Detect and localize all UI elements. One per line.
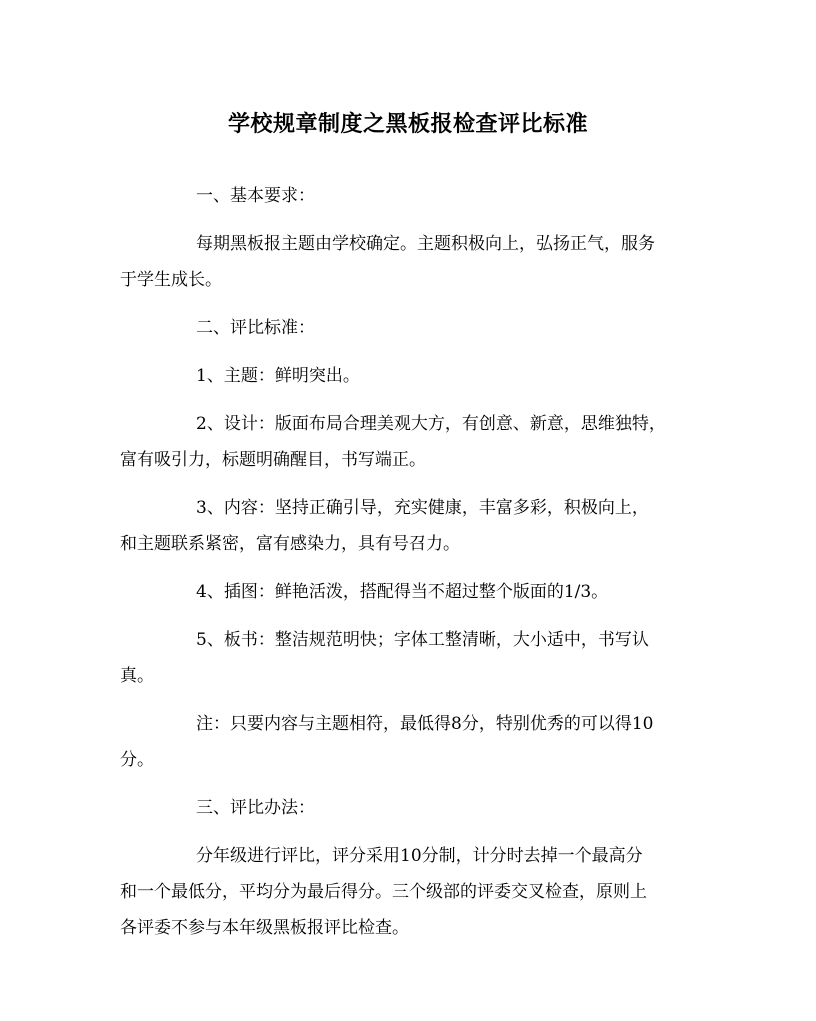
paragraph-line: 分年级进行评比，评分采用10分制，计分时去掉一个最高分 bbox=[196, 846, 643, 866]
document-body bbox=[120, 178, 696, 946]
paragraph-line: 和一个最低分，平均分为最后得分。三个级部的评委交叉检查，原则上 bbox=[120, 882, 647, 902]
paragraph bbox=[120, 574, 696, 610]
paragraph bbox=[120, 622, 696, 694]
paragraph bbox=[120, 790, 696, 826]
paragraph bbox=[120, 838, 696, 946]
paragraph-line: 2、设计：版面布局合理美观大方，有创意、新意，思维独特， bbox=[196, 414, 666, 434]
paragraph bbox=[120, 310, 696, 346]
paragraph-line: 三、评比办法： bbox=[196, 798, 315, 818]
paragraph-line: 3、内容：坚持正确引导，充实健康，丰富多彩，积极向上， bbox=[196, 498, 649, 518]
paragraph bbox=[120, 226, 696, 298]
paragraph-line: 4、插图：鲜艳活泼，搭配得当不超过整个版面的1/3。 bbox=[196, 582, 609, 602]
paragraph-line: 注：只要内容与主题相符，最低得8分，特别优秀的可以得10 bbox=[196, 714, 654, 734]
paragraph bbox=[120, 706, 696, 778]
paragraph-line: 真。 bbox=[120, 666, 154, 686]
paragraph bbox=[120, 406, 696, 478]
paragraph-line: 一、基本要求： bbox=[196, 186, 315, 206]
paragraph bbox=[120, 178, 696, 214]
paragraph-line: 每期黑板报主题由学校确定。主题积极向上，弘扬正气，服务 bbox=[196, 234, 655, 254]
paragraph bbox=[120, 490, 696, 562]
paragraph-line: 富有吸引力，标题明确醒目，书写端正。 bbox=[120, 450, 426, 470]
paragraph-line: 1、主题：鲜明突出。 bbox=[196, 366, 360, 386]
paragraph-line: 于学生成长。 bbox=[120, 270, 222, 290]
paragraph-line: 二、评比标准： bbox=[196, 318, 315, 338]
paragraph-line: 和主题联系紧密，富有感染力，具有号召力。 bbox=[120, 534, 460, 554]
paragraph-line: 各评委不参与本年级黑板报评比检查。 bbox=[120, 918, 409, 938]
paragraph-line: 5、板书：整洁规范明快；字体工整清晰，大小适中，书写认 bbox=[196, 630, 649, 650]
paragraph-line: 分。 bbox=[120, 750, 154, 770]
document-title: 学校规章制度之黑板报检查评比标准 bbox=[227, 111, 588, 137]
paragraph bbox=[120, 358, 696, 394]
